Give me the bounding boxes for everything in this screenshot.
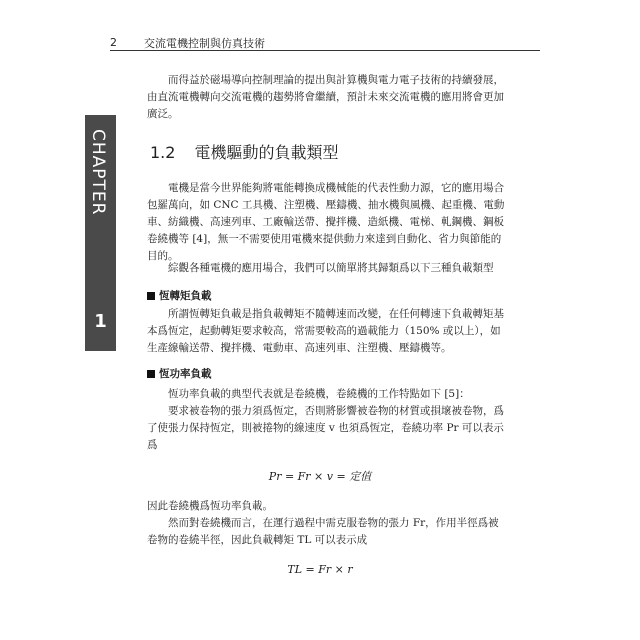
- formula-power: Pr = Fr × v = 定值: [268, 470, 372, 483]
- paragraph-2: [147, 260, 507, 277]
- subsection-2-text-4: 然而對卷繞機而言，在運行過程中需克服卷物的張力 Fr，作用半徑爲被卷物的卷繞半徑，因此負載轉矩 TL 可以表示成: [147, 517, 499, 546]
- chapter-tab: [85, 115, 116, 351]
- paragraph-2-text: 綜觀各種電機的應用場合，我們可以簡單將其歸類爲以下三種負載類型: [168, 262, 494, 274]
- subsection-1-body: [147, 306, 507, 357]
- formula-torque: TL = Fr × r: [287, 563, 353, 576]
- subsection-1-text: 所謂恆轉矩負載是指負載轉矩不隨轉速而改變，在任何轉速下負載轉矩基本爲恆定，起動轉矩要求較高，常需要較高的過載能力（150% 或以上），如生產線輸送帶、攪拌機、電動車、高速列車、注塑機、壓鑄機等。: [147, 308, 504, 354]
- paragraph-1: [147, 180, 507, 265]
- subsection-2-body: [147, 386, 507, 454]
- page-number: 2: [110, 36, 117, 49]
- subsection-2-heading: [147, 366, 212, 381]
- section-number: 1.2: [150, 143, 176, 162]
- subsection-2-title: 恆功率負載: [159, 368, 212, 380]
- bullet-square-icon: [147, 370, 155, 378]
- bullet-square-icon: [147, 292, 155, 300]
- section-title: 電機驅動的負載類型: [194, 143, 339, 162]
- subsection-1-heading: [147, 288, 212, 303]
- subsection-2-body-2: [147, 498, 507, 549]
- subsection-1-title: 恆轉矩負載: [159, 290, 212, 302]
- chapter-number: 1: [94, 311, 107, 332]
- book-title: 交流電機控制與仿真技術: [144, 37, 265, 50]
- subsection-2-text-3: 因此卷繞機爲恆功率負載。: [147, 500, 273, 512]
- intro-text: 而得益於磁場導向控制理論的提出與計算機與電力電子技術的持續發展，由直流電機轉向交流電機的趨勢將會繼續，預計未來交流電機的應用將會更加廣泛。: [147, 74, 504, 120]
- intro-paragraph: [147, 72, 507, 123]
- paragraph-1-text: 電機是當今世界能夠將電能轉換成機械能的代表性動力源，它的應用場合包羅萬向，如 CNC 工具機、注塑機、壓鑄機、抽水機與風機、起重機、電動車、紡織機、高速列車、工廠輸送帶、攪拌機、造紙機、電梯、軋鋼機、鋼板卷繞機等 [4]，無一不需要使用電機來提供動力來達到自動化、省力與節能的目的。: [147, 182, 505, 262]
- subsection-2-text-2: 要求被卷物的張力須爲恆定，否則將影響被卷物的材質或損壞被卷物，爲了使張力保持恆定，則被捲物的線速度 v 也須爲恆定，卷繞功率 Pr 可以表示爲: [147, 405, 504, 451]
- page-header: [110, 32, 540, 51]
- section-heading: [150, 140, 339, 163]
- subsection-2-text-1: 恆功率負載的典型代表就是卷繞機，卷繞機的工作特點如下 [5]：: [168, 388, 470, 400]
- chapter-label: CHAPTER: [88, 129, 108, 216]
